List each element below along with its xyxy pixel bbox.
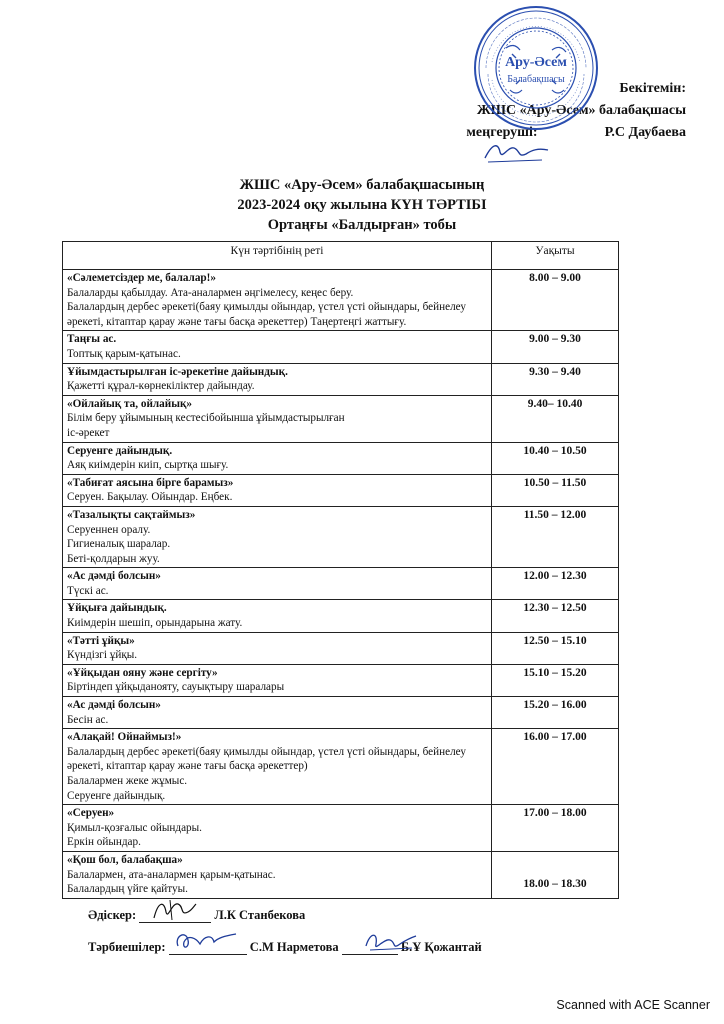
activity-title: «Тазалықты сақтаймыз» xyxy=(67,508,196,521)
activity-cell xyxy=(63,600,492,632)
approval-head-role: меңгеруші: xyxy=(466,125,538,140)
activity-description: Серуен. Бақылау. Ойындар. Еңбек. xyxy=(67,491,233,504)
activity-title: «Тәтті ұйқы» xyxy=(67,634,135,647)
activity-description: Серуеннен оралу. xyxy=(67,523,151,536)
time-cell: 17.00 – 18.00 xyxy=(492,805,619,852)
activity-title: Таңғы ас. xyxy=(67,333,117,346)
time-cell: 12.00 – 12.30 xyxy=(492,568,619,600)
activity-title: «Ас дәмді болсын» xyxy=(67,699,161,712)
activity-description: Қажетті құрал-көрнекіліктер дайындау. xyxy=(67,380,255,393)
time-cell: 10.50 – 11.50 xyxy=(492,474,619,506)
table-row xyxy=(63,506,619,567)
title-line-1: ЖШС «Ару-Әсем» балабақшасының xyxy=(239,177,485,193)
table-row xyxy=(63,851,619,898)
methodist-signature xyxy=(150,896,200,924)
time-cell: 9.40– 10.40 xyxy=(492,395,619,442)
approval-label: Бекітемін: xyxy=(619,81,686,96)
time-cell: 9.30 – 9.40 xyxy=(492,363,619,395)
teachers-role: Тәрбиешілер: xyxy=(88,940,166,954)
activity-description: Күндізгі ұйқы. xyxy=(67,649,138,662)
teacher1-signature xyxy=(172,926,242,956)
table-row xyxy=(63,363,619,395)
table-row xyxy=(63,600,619,632)
activity-title: «Серуен» xyxy=(67,807,115,820)
time-cell: 16.00 – 17.00 xyxy=(492,729,619,805)
activity-description: Біртіндеп ұйқыданояту, сауықтыру шаралары xyxy=(67,681,285,694)
activity-cell xyxy=(63,632,492,664)
round-seal-stamp xyxy=(472,4,600,132)
time-cell: 10.40 – 10.50 xyxy=(492,442,619,474)
scanner-watermark: Scanned with ACE Scanner xyxy=(556,998,710,1012)
activity-description: Балаларды қабылдау. Ата-аналармен әңгімелесу, кеңес беру. xyxy=(67,286,354,299)
time-cell: 12.30 – 12.50 xyxy=(492,600,619,632)
activity-description: Қимыл-қозғалыс ойындары. xyxy=(67,821,202,834)
table-row xyxy=(63,632,619,664)
schedule-body xyxy=(63,270,619,899)
table-row xyxy=(63,270,619,331)
activity-title: «Ас дәмді болсын» xyxy=(67,570,161,583)
time-cell: 15.20 – 16.00 xyxy=(492,697,619,729)
teacher2-signature xyxy=(362,928,418,956)
activity-description: Бесін ас. xyxy=(67,713,109,726)
methodist-name: Л.К Станбекова xyxy=(214,908,306,922)
seal-center-text: Ару-Әсем xyxy=(505,55,567,70)
table-row xyxy=(63,664,619,696)
table-row xyxy=(63,568,619,600)
activity-description: Топтық қарым-қатынас. xyxy=(67,347,181,360)
time-cell: 11.50 – 12.00 xyxy=(492,506,619,567)
activity-cell xyxy=(63,805,492,852)
table-row xyxy=(63,805,619,852)
teacher2-name: Б.Ұ Қожантай xyxy=(400,940,482,954)
table-row xyxy=(63,474,619,506)
time-cell: 12.50 – 15.10 xyxy=(492,632,619,664)
activity-description: Еркін ойындар. xyxy=(67,836,141,849)
head-signature xyxy=(482,138,552,166)
activity-cell xyxy=(63,851,492,898)
activity-title: «Сәлеметсіздер ме, балалар!» xyxy=(67,272,216,284)
activity-cell xyxy=(63,442,492,474)
schedule-table xyxy=(62,241,619,899)
activity-title: «Ұйқыдан ояну және сергіту» xyxy=(67,666,218,679)
activity-description: Түскі ас. xyxy=(67,584,109,597)
activity-title: Ұйымдастырылған іс-әрекетіне дайындық. xyxy=(67,365,288,378)
activity-title: Ұйқыға дайындық. xyxy=(67,602,167,615)
header-activity: Күн тәртібінің реті xyxy=(63,242,492,270)
activity-title: «Табиғат аясына бірге барамыз» xyxy=(67,476,234,489)
approval-head-name: Р.С Даубаева xyxy=(604,125,686,140)
activity-description: Киімдерін шешіп, орындарына жату. xyxy=(67,617,243,630)
activity-cell xyxy=(63,664,492,696)
activity-cell xyxy=(63,270,492,331)
time-cell: 15.10 – 15.20 xyxy=(492,664,619,696)
activity-description: Беті-қолдарын жуу. xyxy=(67,552,160,565)
table-row xyxy=(63,331,619,363)
table-row xyxy=(63,442,619,474)
table-row xyxy=(63,395,619,442)
activity-description: Балалардың дербес әрекеті(баяу қимылды ойындар, үстел үсті ойындары, бейнелеу әрекеті, кітаптар қарау және тағы басқа әрекеттер) Таңертеңгі жаттығу. xyxy=(67,301,466,328)
activity-cell xyxy=(63,363,492,395)
time-cell: 8.00 – 9.00 xyxy=(492,270,619,331)
activity-description: Балалармен жеке жұмыс. xyxy=(67,775,188,787)
activity-title: «Ойлайық та, ойлайық» xyxy=(67,397,192,410)
title-line-3: Ортаңғы «Балдырған» тобы xyxy=(267,217,457,233)
activity-cell xyxy=(63,697,492,729)
activity-title: «Алақай! Ойнаймыз!» xyxy=(67,731,182,744)
activity-cell xyxy=(63,568,492,600)
activity-description: Гигиеналық шаралар. xyxy=(67,538,171,551)
table-row xyxy=(63,697,619,729)
header-time: Уақыты xyxy=(492,242,619,270)
activity-title: «Қош бол, балабақша» xyxy=(67,853,183,866)
approval-org: ЖШС «Ару-Әсем» балабақшасы xyxy=(476,103,686,118)
activity-description: Білім беру ұйымының кестесібойынша ұйымдастырылған xyxy=(67,412,345,425)
teachers-line xyxy=(88,940,482,955)
time-cell: 9.00 – 9.30 xyxy=(492,331,619,363)
teacher1-name: С.М Нарметова xyxy=(249,940,339,954)
activity-title: Серуенге дайындық. xyxy=(67,444,173,457)
activity-description: Аяқ киімдерін киіп, сыртқа шығу. xyxy=(67,459,229,472)
activity-description: Балалардың дербес әрекеті(баяу қимылды ойындар, үстел үсті ойындары, бейнелеу әрекеті, кітаптар қарау және тағы басқа әрекеттер) xyxy=(67,745,466,773)
activity-description: Балалармен, ата-аналармен қарым-қатынас. xyxy=(67,868,276,881)
activity-cell xyxy=(63,331,492,363)
seal-center-subtext: Балабақшасы xyxy=(507,74,565,85)
table-header-row xyxy=(63,242,619,270)
time-cell: 18.00 – 18.30 xyxy=(492,851,619,898)
activity-cell xyxy=(63,395,492,442)
activity-cell xyxy=(63,729,492,805)
table-row xyxy=(63,729,619,805)
title-line-2: 2023-2024 оқу жылына КҮН ТӘРТІБІ xyxy=(237,197,487,213)
activity-description: іс-әрекет xyxy=(67,426,110,439)
methodist-role: Әдіскер: xyxy=(88,908,137,922)
document-titles xyxy=(0,175,724,235)
activity-description: Балалардың үйге қайтуы. xyxy=(67,883,188,896)
activity-description: Серуенге дайындық. xyxy=(67,789,166,802)
activity-cell xyxy=(63,506,492,567)
activity-cell xyxy=(63,474,492,506)
